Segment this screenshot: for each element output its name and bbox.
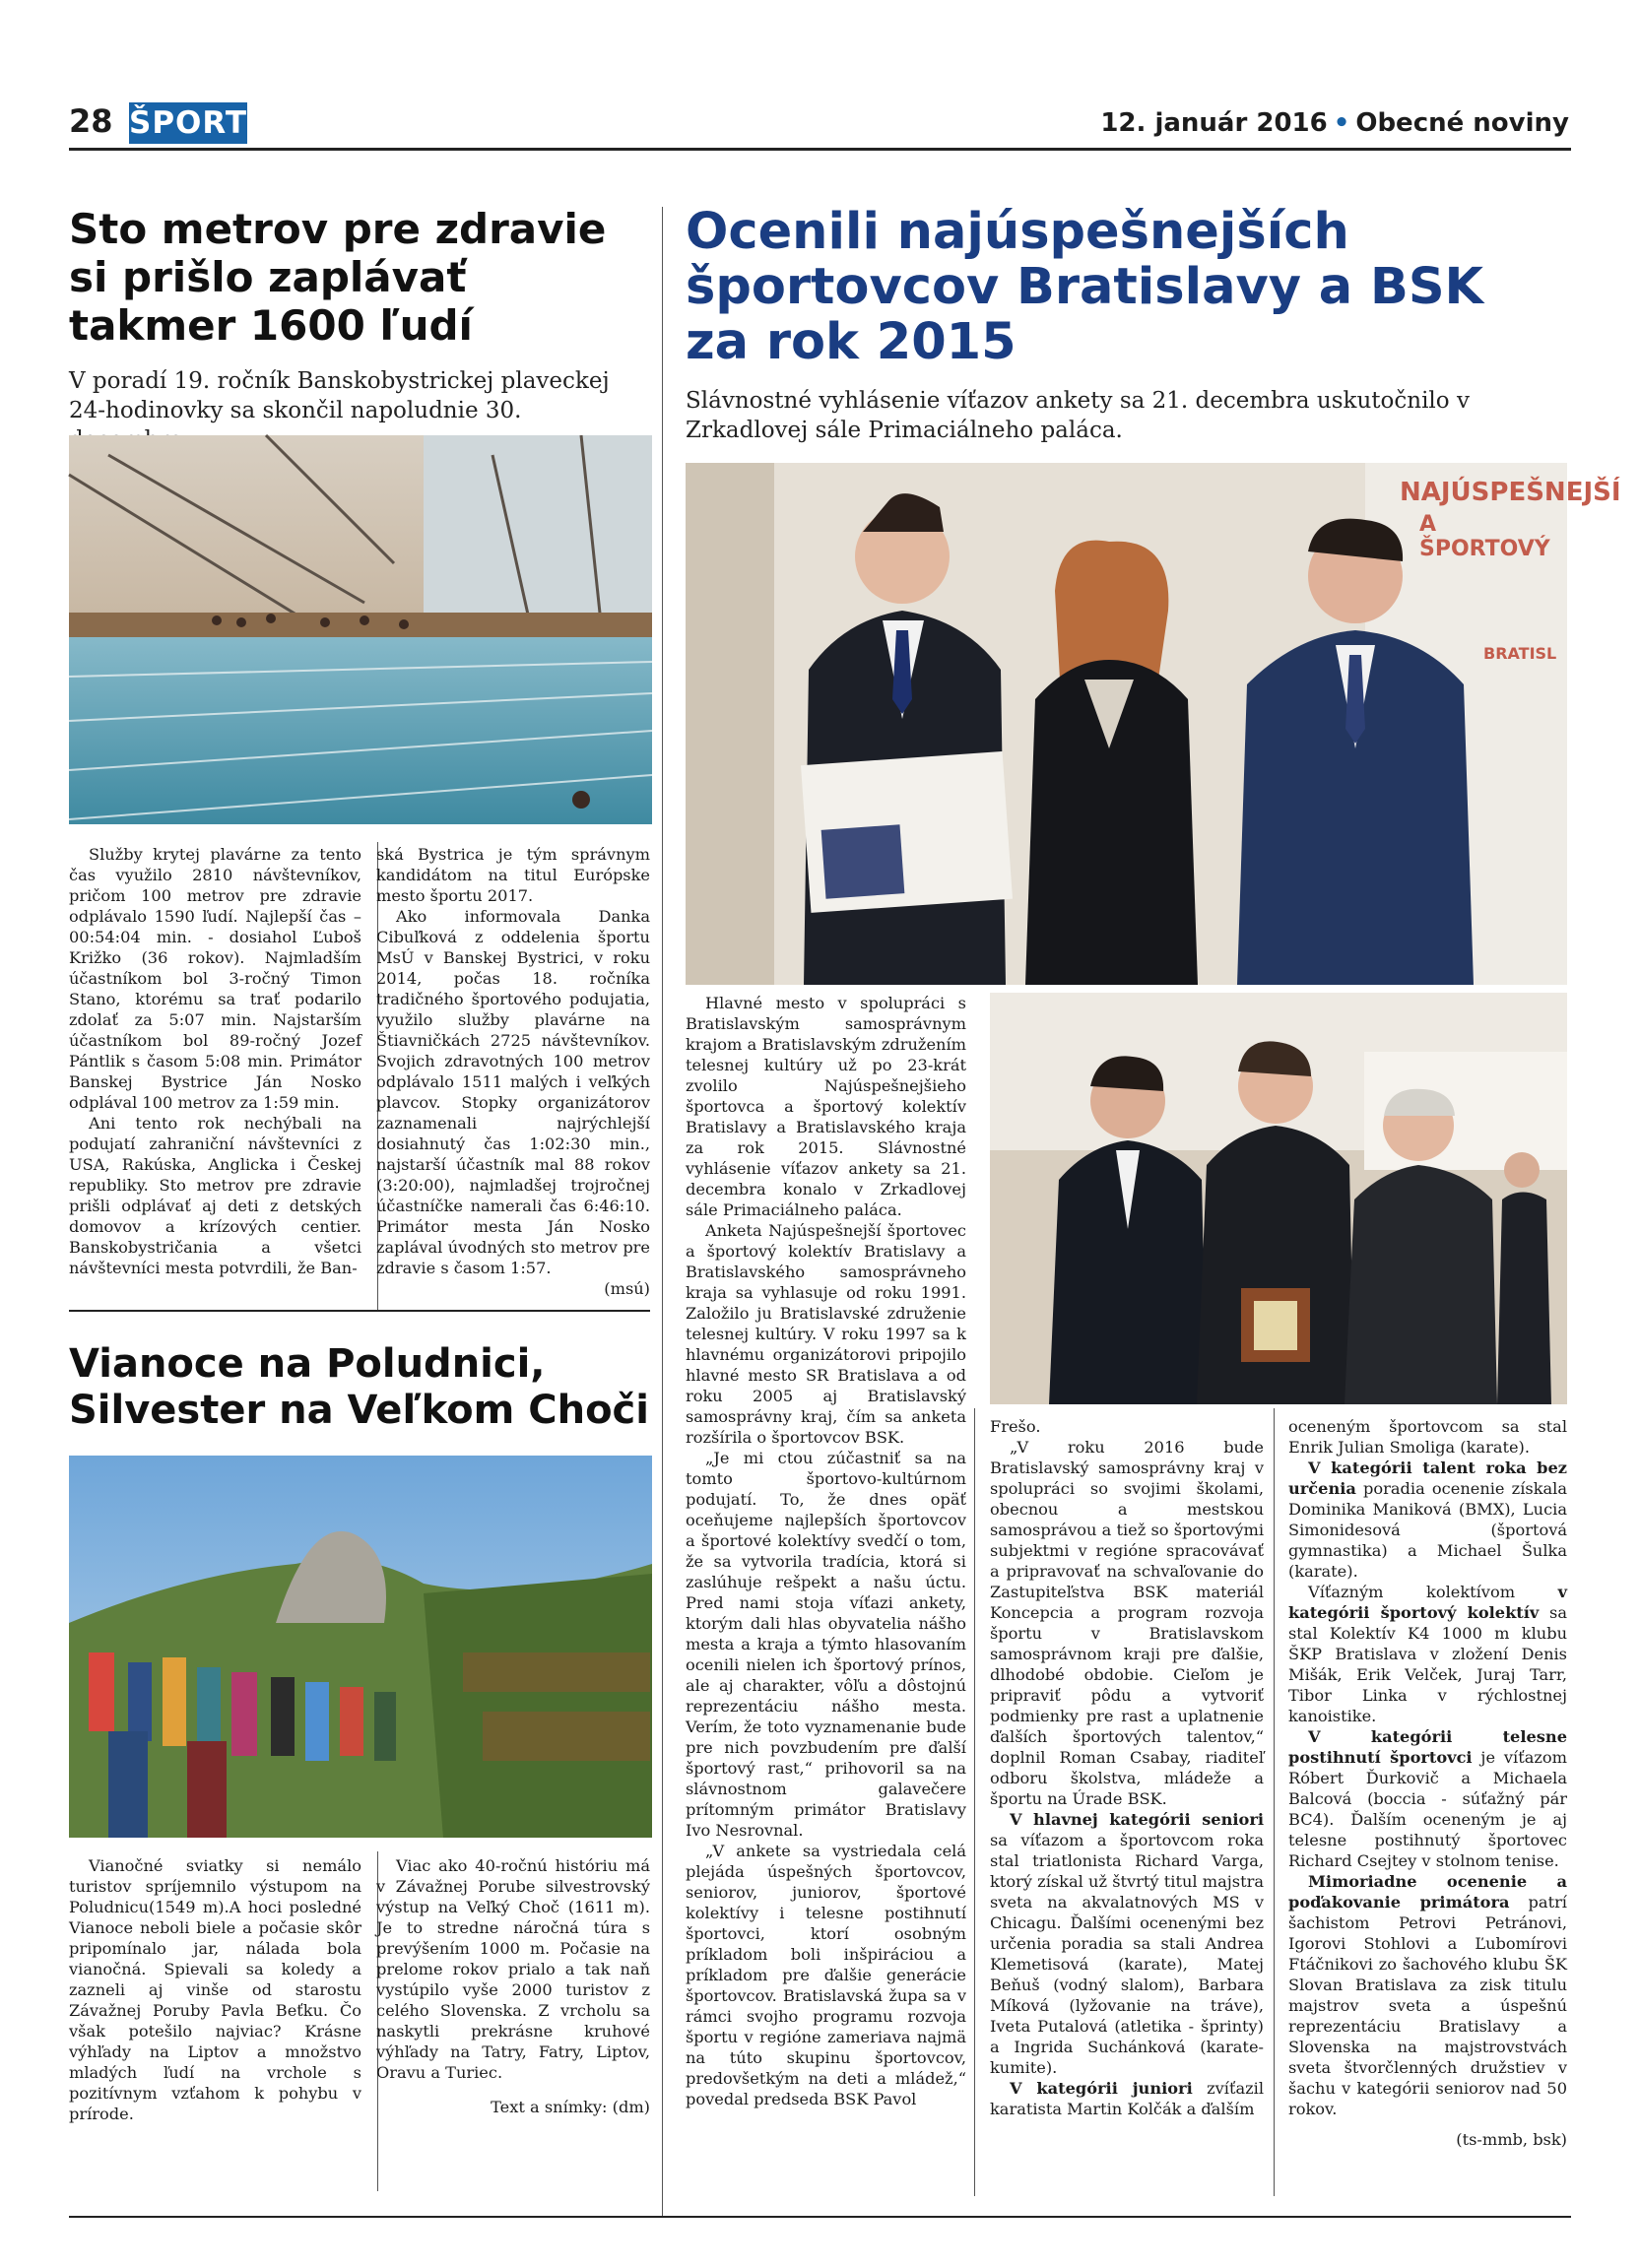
paragraph (1288, 1458, 1567, 1582)
banner-brand: BRATISL (1483, 644, 1557, 663)
paragraph-text: sa stal Kolektív K4 1000 m klubu ŠKP Bratislava v zložení Denis Mišák, Erik Velček, Juraj Tarr, Tibor Linka v rýchlostnej kanoistike. (1288, 1603, 1567, 1725)
award-winners-photo (990, 993, 1567, 1404)
paragraph: Ako informovala Danka Cibuľková z oddelenia športu MsÚ v Banskej Bystrici, v roku 2014, počas 18. ročníka tradičného športového podujatia, využilo služby plavárne na Štiavničkách 2725 návštevníkov. Svojich zdravotných 100 metrov odplávalo 1511 malých i veľkých plavcov. Stopky organizátorov zaznamenali najrýchlejší dosiahnutý čas 1:02:30 min., najstarší účastník mal 88 rokov (3:20:00), najmladšej trojročnej účastníčke namerali čas 6:46:10. Primátor mesta Ján Nosko zaplával úvodných sto metrov pre zdravie s časom 1:57. (376, 907, 650, 1277)
paragraph-text: patrí šachistom Petrovi Petránovi, Igorovi Stohlovi a Ľubomírovi Ftáčnikovi zo šachového klubu ŠK Slovan Bratislava za zisk titulu majstrov sveta a úspešnú reprezentáciu Bratislavy a Slovenska na majstrovstvách sveta štvorčlenných družstiev v šachu v kategórii seniorov nad 50 rokov. (1288, 1893, 1567, 2118)
paragraph: ská Bystrica je tým správnym kandidátom na titul Európske mesto športu 2017. (376, 845, 650, 905)
xmas-column-1 (69, 1855, 361, 2124)
mountain-hikers-photo (69, 1456, 652, 1838)
footer-rule (69, 2216, 1571, 2218)
paragraph: oceneným športovcom sa stal Enrik Julian Smoliga (karate). (1288, 1417, 1567, 1457)
column-divider (974, 1408, 975, 2196)
paragraph-text: poradia ocenenie získala Dominika Maniková (BMX), Lucia Simonidesová (športová gymnastika) a Michael Šulka (karate). (1288, 1479, 1567, 1581)
paragraph: „V ankete sa vystriedala celá plejáda úspešných športovcov, seniorov, juniorov, športové kolektívy i telesne postihnutí športovci, ktorí osobným príkladom boli inšpiráciou a príkladom pre ďalšie generácie športovcov. Bratislavská župa sa v rámci svojho programu rozvoja športu v regióne zameriava najmä na túto skupinu športovcov, predovšetkým na deti a mládež,“ povedal predseda BSK Pavol (686, 1842, 966, 2108)
xmas-column-2 (376, 1855, 650, 2117)
bold-lead: V kategórii juniori (1010, 2079, 1193, 2098)
bold-lead: v kategórii športový kolektív (1288, 1583, 1567, 1622)
paragraph: Hlavné mesto v spolupráci s Bratislavským samosprávnym krajom a Bratislavským združením telesnej kultúry už po 23-krát zvolilo Najúspešnejšieho športovca a športový kolektív Bratislavy a Bratislavského kraja za rok 2015. Slávnostné vyhlásenie víťazov ankety sa 21. decembra konalo v Zrkadlovej sále Primaciálneho paláca. (686, 994, 966, 1219)
paragraph: Vianočné sviatky si nemálo turistov spríjemnilo výstupom na Poludnicu(1549 m).A hoci posledné Vianoce neboli biele a počasie skôr pripomínalo jar, nálada bola vianočná. Spievali sa koledy a zazneli aj vinše od starostu Závažnej Poruby Pavla Beťku. Čo však potešilo najviac? Krásne výhľady na Liptov a množstvo mladých ľudí na vrchole s pozitívnym vzťahom k pohybu v prírode. (69, 1856, 361, 2123)
bold-lead: V hlavnej kategórii seniori (1010, 1810, 1264, 1829)
separator-dot: • (1333, 108, 1350, 138)
page-number: 28 (69, 102, 113, 140)
header-rule (69, 148, 1571, 151)
awards-column-3 (1288, 1416, 1567, 2150)
award-ceremony-photo (686, 463, 1621, 985)
issue-info (1100, 108, 1569, 138)
paragraph-text: zvíťazil karatista Martin Kolčák a ďalším (990, 2079, 1264, 2118)
paragraph: „Je mi ctou zúčastniť sa na tomto športovo-kultúrnom podujatí. To, že dnes opäť oceňujeme najlepších športovcov a športové kolektívy svedčí o tom, že sa vytvorila tradícia, ktorá si zaslúhuje rešpekt a našu úctu. Pred nami stoja víťazi ankety, ktorým dali hlas obyvatelia nášho mesta a kraja a týmto hlasovaním ocenili nielen ich športový prínos, ale aj charakter, vôľu a dôstojnú reprezentáciu nášho mesta. Verím, že toto vyznamenanie bude pre nich povzbudením pre ďalší športový rast,“ prihovoril sa na slávnostnom galavečere prítomným primátor Bratislavy Ivo Nesrovnal. (686, 1449, 966, 1840)
paragraph (990, 2078, 1264, 2119)
banner-text: NAJÚSPEŠNEJŠÍ (1400, 478, 1621, 507)
awards-lead: Slávnostné vyhlásenie víťazov ankety sa 21. decembra uskutočnilo v Zrkadlovej sále Primaciálneho paláca. (686, 388, 1470, 443)
bold-lead: Mimoriadne ocenenie a poďakovanie primátora (1288, 1872, 1567, 1912)
awards-column-2 (990, 1416, 1264, 2119)
paragraph: Služby krytej plavárne za tento čas využilo 2810 návštevníkov, pričom 100 metrov pre zdravie odplávalo 1590 ľudí. Najlepší čas – 00:54:04 min. - dosiahol Ľuboš Križko (36 rokov). Najmladším účastníkom bol 3-ročný Timon Stano, ktorému sa trať podarilo zdolať za 5:07 min. Najstarším účastníkom bol 89-ročný Jozef Pántlik s časom 5:08 min. Primátor Banskej Bystrice Ján Nosko odplával 100 metrov za 1:59 min. (69, 845, 361, 1112)
paragraph: Viac ako 40-ročnú históriu má v Závažnej Porube silvestrovský výstup na Veľký Choč (1611 m). Je to stredne náročná túra s prevýšením 1000 m. Počasie na prelome rokov prialo a tak naň vystúpilo vyše 2000 turistov z celého Slovenska. Z vrcholu sa naskytli prekrásne kruhové výhľady na Tatry, Fatry, Liptov, Oravu a Turiec. (376, 1856, 650, 2082)
paragraph-text: sa víťazom a športovcom roka stal triatlonista Richard Varga, ktorý získal už štvrtý titul majstra sveta na akvalatnových MS v Chicagu. Ďalšími ocenenými bez určenia poradia sa stali Andrea Klemetisová (karate), Matej Beňuš (vodný slalom), Barbara Míková (lyžovanie na tráve), Iveta Putalová (atletika - šprinty) a Ingrida Suchánková (karate-kumite). (990, 1831, 1264, 2077)
swim-column-2 (376, 844, 650, 1299)
publication-name: Obecné noviny (1355, 108, 1569, 138)
paragraph: „V roku 2016 bude Bratislavský samosprávny kraj v spolupráci so svojimi školami, obecnou a mestskou samosprávou a tiež so športovými subjektmi v regióne spracovávať a pripravovať na schvaľovanie do Zastupiteľstva BSK materiál Koncepcia a program rozvoja športu v Bratislavskom samosprávnom kraji pre ďalšie, dlhodobé obdobie. Cieľom je pripraviť pôdu a vytvoriť podmienky pre rast a uplatnenie ďalších športových talentov,“ doplnil Roman Csabay, riaditeľ odboru školstva, mládeže a športu na Úrade BSK. (990, 1438, 1264, 1808)
paragraph (1288, 1582, 1567, 1726)
article-separator (69, 1310, 650, 1312)
awards-headline: Ocenili najúspešnejších športovcov Bratislavy a BSK za rok 2015 (686, 203, 1484, 371)
paragraph: Frešo. (990, 1417, 1041, 1436)
swim-column-1 (69, 844, 361, 1278)
bold-lead: V kategórii talent roka bez určenia (1288, 1458, 1567, 1498)
paragraph: Ani tento rok nechýbali na podujatí zahraniční návštevníci z USA, Rakúska, Anglicka i Českej republiky. Sto metrov pre zdravie prišli odplávať aj deti z detských domovov a krízových centier. Banskobystričania a všetci návštevníci mesta potvrdili, že Ban- (69, 1114, 361, 1277)
paragraph-text: je víťazom Róbert Ďurkovič a Michaela Balcová (boccia - súťažný pár BC4). Ďalším oceneným je aj telesne postihnutý športovec Richard Csejtey v stolnom tenise. (1288, 1748, 1567, 1870)
swim-lead: V poradí 19. ročník Banskobystrickej plaveckej 24-hodinovky sa skončil napoludnie 30. (69, 368, 610, 423)
signature: (msú) (604, 1279, 650, 1298)
issue-date: 12. január 2016 (1100, 108, 1328, 138)
paragraph (1288, 1871, 1567, 2119)
paragraph: Anketa Najúspešnejší športovec a športový kolektív Bratislavy a Bratislavského samosprávneho kraja sa vyhlasuje od roku 1991. Založilo ju Bratislavské združenie telesnej kultúry. V roku 1997 sa k hlavnému organizátorovi pripojilo hlavné mesto SR Bratislava a od roku 2005 aj Bratislavský samosprávny kraj, čím sa anketa rozšírila o športovcov BSK. (686, 1221, 966, 1447)
column-divider (1274, 1408, 1275, 2196)
signature: Text a snímky: (dm) (491, 2098, 650, 2116)
section-label: ŠPORT (129, 102, 247, 144)
paragraph (1288, 1726, 1567, 1871)
paragraph-text: Víťazným kolektívom (1308, 1583, 1558, 1601)
swimming-pool-photo (69, 435, 652, 824)
banner-text: A ŠPORTOVÝ (1419, 512, 1550, 561)
signature: (ts-mmb, bsk) (1456, 2130, 1567, 2149)
bold-lead: V kategórii telesne postihnutí športovci (1288, 1727, 1567, 1767)
xmas-headline: Vianoce na Poludnici, Silvester na Veľkom Choči (69, 1341, 649, 1433)
awards-column-1 (686, 993, 966, 2109)
paragraph (990, 1809, 1264, 2078)
swim-headline: Sto metrov pre zdravie si prišlo zaplávať takmer 1600 ľudí (69, 205, 607, 350)
column-divider (662, 207, 663, 2216)
